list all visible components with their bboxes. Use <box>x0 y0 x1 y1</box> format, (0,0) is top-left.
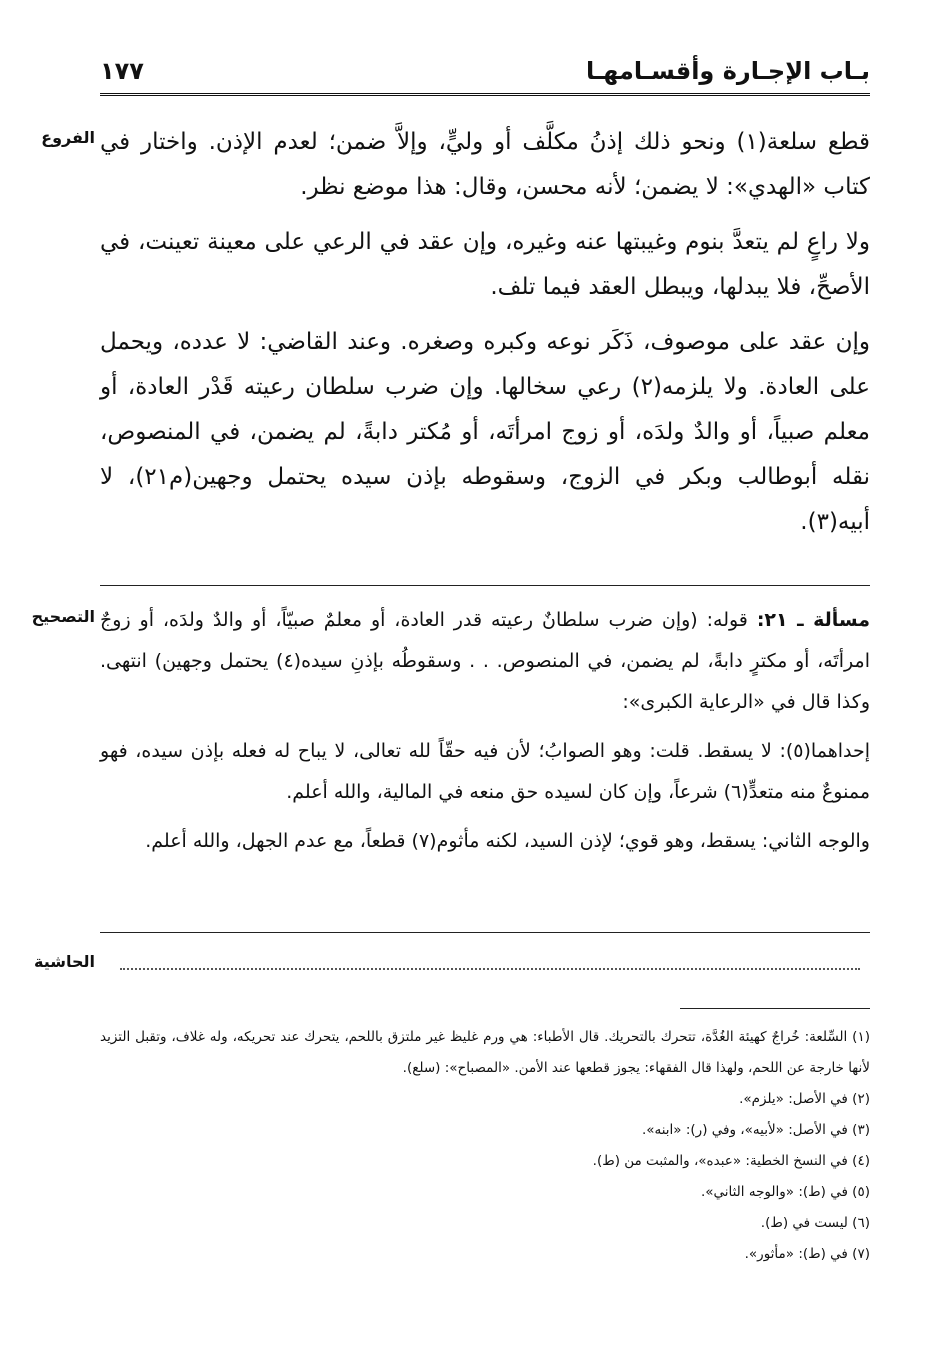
footnote-separator <box>680 1008 870 1009</box>
running-header <box>100 55 870 96</box>
tashih-paragraph <box>100 600 870 723</box>
section-divider <box>100 932 870 933</box>
footnote: (٥) في (ط): «والوجه الثاني». <box>700 1184 870 1200</box>
page-number: ١٧٧ <box>100 57 144 85</box>
masala-label: مسألة ـ ٢١: <box>756 609 870 631</box>
hashiya-label: الحاشية <box>34 952 95 971</box>
tashih-paragraph: والوجه الثاني: يسقط، وهو قوي؛ لإذن السيد، لكنه مأثوم(٧) قطعاً، مع عدم الجهل، والله أعلم. <box>145 830 870 852</box>
main-paragraph: وإن عقد على موصوف، ذَكَر نوعه وكبره وصغره. وعند القاضي: لا عدده، ويحمل على العادة. ولا يلزمه(٢) رعي سخالها. وإن ضرب سلطان رعيته قَدْر العادة، أو معلم صبياً، أو والدٌ ولدَه، أو زوج امرأتَه، أو مُكتر دابةً، لم يضمن، في المنصوص، نقله أبوطالب وبكر في الزوج، وسقوطه بإذن سيده يحتمل وجهين(م٢١)، لا أبيه(٣). <box>100 329 871 535</box>
footnotes <box>100 1022 870 1270</box>
section-divider <box>100 585 870 586</box>
tashih-paragraph-text: قوله: (وإن ضرب سلطانٌ رعيته قدر العادة، أو معلمٌ صبيّاً، أو والدٌ ولدَه، أو زوجٌ امرأتَه، أو مكترٍ دابةً، لم يضمن، في المنصوص. . . وسقوطُه بإذنِ سيده(٤) يحتمل وجهين) انتهى. وكذا قال في «الرعاية الكبرى»: <box>100 609 870 713</box>
main-text <box>100 120 870 545</box>
footnote: (٦) ليست في (ط). <box>760 1215 870 1231</box>
main-paragraph: ولا راعٍ لم يتعدَّ بنوم وغيبتها عنه وغيره، وإن عقد في الرعي على معينة تعينت، في الأصحِّ، فلا يبدلها، ويبطل العقد فيما تلف. <box>100 229 870 300</box>
footnote: (٧) في (ط): «مأثور». <box>744 1246 870 1262</box>
furu-label: الفروع <box>41 128 95 147</box>
tashih-text <box>100 600 870 862</box>
footnote: (١) السِّلعة: خُراجٌ كهيئة الغُدَّة، تتحرك بالتحريك. قال الأطباء: هي ورم غليظ غير ملتزق باللحم، يتحرك عند تحريكه، وله غلاف، وتقبل التزيد لأنها خارجة عن اللحم، ولهذا قال الفقهاء: يجوز قطعها عند الأمن. «المصباح»: (سلع). <box>100 1029 870 1076</box>
tashih-paragraph: إحداهما(٥): لا يسقط. قلت: وهو الصوابُ؛ لأن فيه حقّاً لله تعالى، لا يباح له فعله بإذن سيده، فهو ممنوعٌ منه متعدٍّ(٦) شرعاً، وإن كان لسيده حق منعه في المالية، والله أعلم. <box>100 740 870 803</box>
footnote: (٢) في الأصل: «يلزم». <box>739 1091 870 1107</box>
main-paragraph: قطع سلعة(١) ونحو ذلك إذنُ مكلَّف أو وليٍّ، وإلاَّ ضمن؛ لعدم الإذن. واختار في كتاب «الهدي»: لا يضمن؛ لأنه محسن، وقال: هذا موضع نظر. <box>100 129 871 200</box>
tashih-label: التصحيح <box>31 607 95 626</box>
hashiya-dotted-line <box>120 968 860 970</box>
footnote: (٤) في النسخ الخطية: «عبده»، والمثبت من (ط). <box>592 1153 870 1169</box>
footnote: (٣) في الأصل: «لأبيه»، وفي (ر): «ابنه». <box>641 1122 870 1138</box>
chapter-title: بـاب الإجـارة وأقسـامهـا <box>585 57 870 85</box>
